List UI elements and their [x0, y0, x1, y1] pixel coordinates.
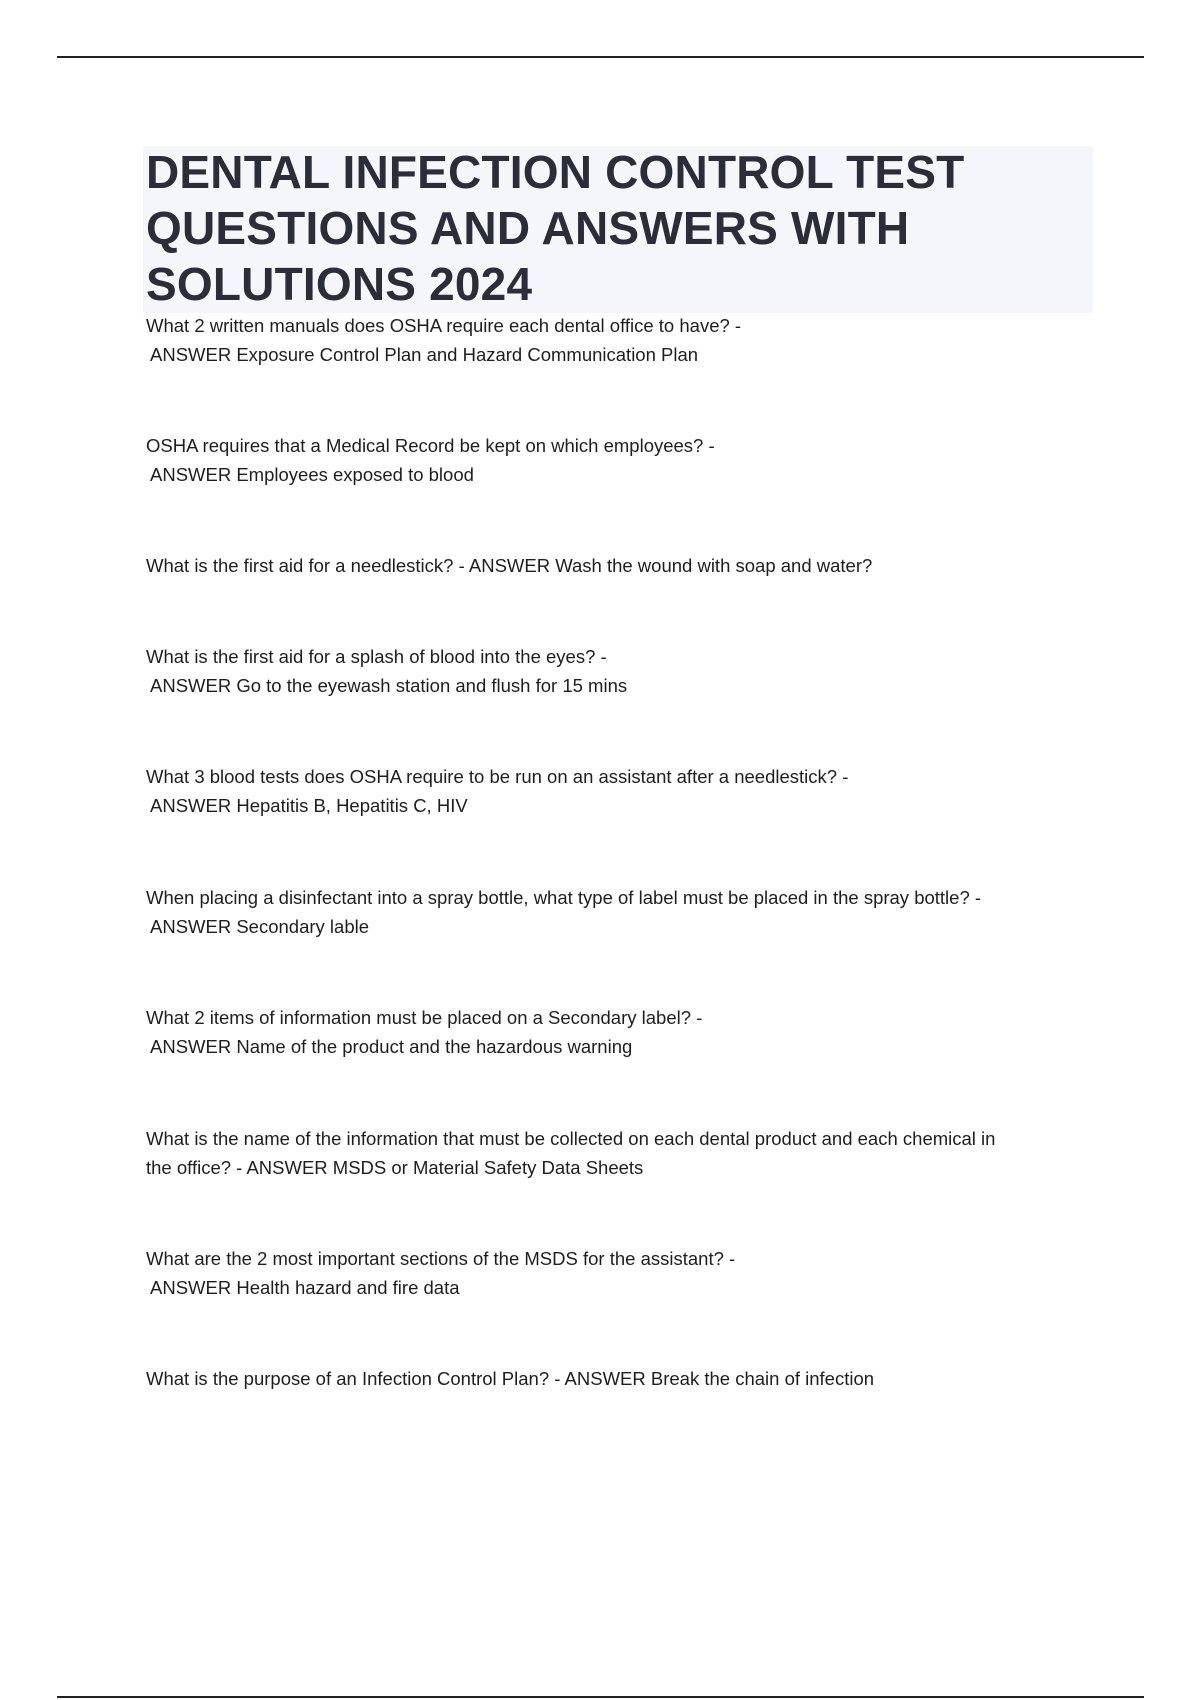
qa-item [146, 1364, 1106, 1393]
question-text: What are the 2 most important sections of the MSDS for the assistant? - [146, 1248, 736, 1269]
question-text: What 2 written manuals does OSHA require each dental office to have? - [146, 315, 742, 336]
answer-text: ANSWER Secondary lable [150, 916, 370, 937]
question-text: When placing a disinfectant into a spray bottle, what type of label must be placed in the spray bottle? - [146, 887, 982, 908]
qa-item [146, 551, 1106, 580]
qa-item [146, 1003, 1106, 1061]
answer-text: ANSWER Go to the eyewash station and flush for 15 mins [150, 675, 628, 696]
qa-item [146, 1124, 1106, 1182]
question-text: What is the purpose of an Infection Control Plan? - ANSWER Break the chain of infection [146, 1368, 875, 1389]
question-text: What 2 items of information must be placed on a Secondary label? - [146, 1007, 703, 1028]
top-divider [57, 56, 1144, 58]
qa-item [146, 1244, 1106, 1302]
answer-text: ANSWER Employees exposed to blood [150, 464, 474, 485]
answer-text: ANSWER Hepatitis B, Hepatitis C, HIV [150, 795, 468, 816]
qa-item [146, 311, 1106, 369]
qa-item [146, 431, 1106, 489]
question-text: OSHA requires that a Medical Record be kept on which employees? - [146, 435, 715, 456]
answer-text: ANSWER Exposure Control Plan and Hazard Communication Plan [150, 344, 699, 365]
qa-item [146, 642, 1106, 700]
question-text: What is the first aid for a needlestick? - ANSWER Wash the wound with soap and water? [146, 555, 873, 576]
question-text: What is the name of the information that must be collected on each dental product and each chemical in [146, 1128, 996, 1149]
answer-text: ANSWER Name of the product and the hazardous warning [150, 1036, 633, 1057]
document-title: DENTAL INFECTION CONTROL TEST QUESTIONS AND ANSWERS WITH SOLUTIONS 2024 [146, 146, 965, 310]
bottom-divider [57, 1696, 1144, 1698]
answer-text: ANSWER Health hazard and fire data [150, 1277, 460, 1298]
question-text: What 3 blood tests does OSHA require to be run on an assistant after a needlestick? - [146, 766, 849, 787]
answer-text: the office? - ANSWER MSDS or Material Safety Data Sheets [146, 1157, 644, 1178]
qa-item [146, 762, 1106, 820]
qa-item [146, 883, 1106, 941]
question-text: What is the first aid for a splash of blood into the eyes? - [146, 646, 607, 667]
